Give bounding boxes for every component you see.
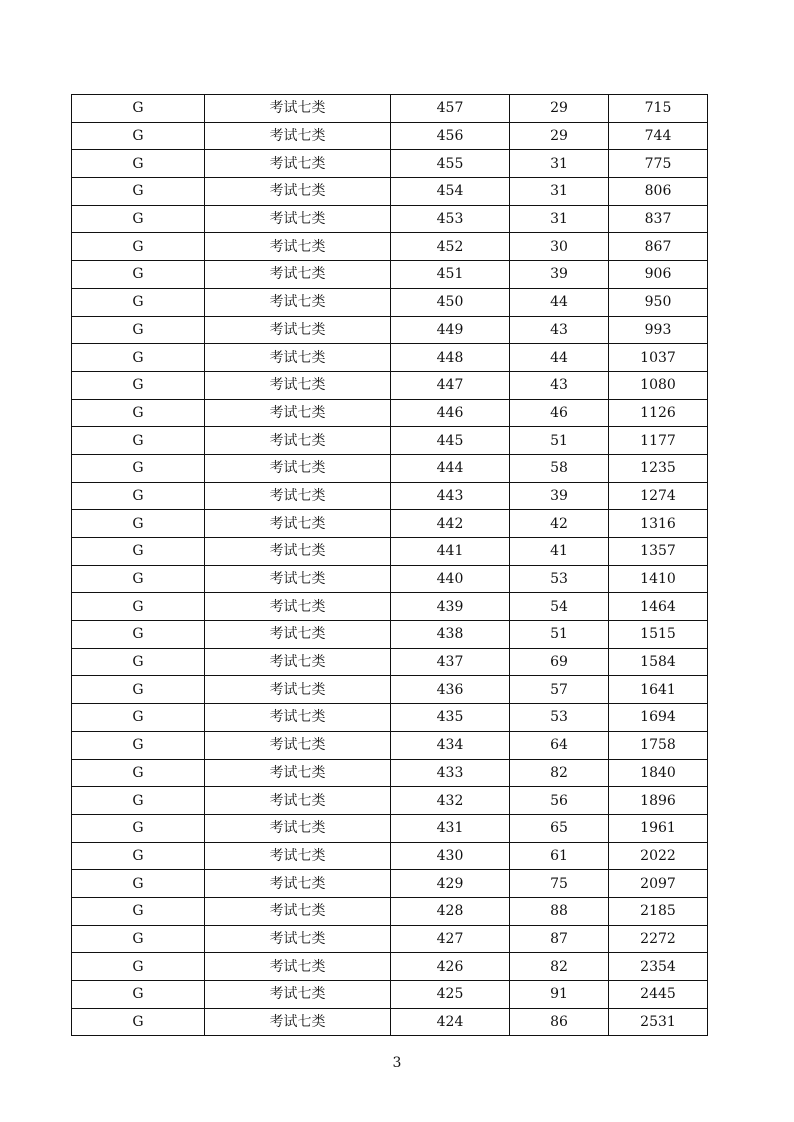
score-cell: 455 [391, 150, 510, 178]
category-cell: G [72, 759, 205, 787]
score-cell: 425 [391, 981, 510, 1009]
exam-type-cell: 考试七类 [205, 399, 391, 427]
cumulative-count-cell: 2272 [609, 925, 708, 953]
count-cell: 43 [510, 316, 609, 344]
count-cell: 31 [510, 150, 609, 178]
table-row [72, 759, 708, 787]
table-row [72, 316, 708, 344]
cumulative-count-cell: 1274 [609, 482, 708, 510]
exam-type-cell: 考试七类 [205, 344, 391, 372]
cumulative-count-cell: 1464 [609, 593, 708, 621]
table-row [72, 621, 708, 649]
score-cell: 438 [391, 621, 510, 649]
table-row [72, 538, 708, 566]
score-cell: 446 [391, 399, 510, 427]
count-cell: 64 [510, 731, 609, 759]
cumulative-count-cell: 837 [609, 205, 708, 233]
category-cell: G [72, 205, 205, 233]
table-row [72, 676, 708, 704]
cumulative-count-cell: 2185 [609, 897, 708, 925]
cumulative-count-cell: 806 [609, 178, 708, 206]
score-cell: 424 [391, 1008, 510, 1036]
exam-type-cell: 考试七类 [205, 787, 391, 815]
cumulative-count-cell: 2531 [609, 1008, 708, 1036]
exam-type-cell: 考试七类 [205, 178, 391, 206]
table-row [72, 787, 708, 815]
count-cell: 30 [510, 233, 609, 261]
table-row [72, 731, 708, 759]
count-cell: 51 [510, 621, 609, 649]
exam-type-cell: 考试七类 [205, 150, 391, 178]
count-cell: 65 [510, 814, 609, 842]
exam-type-cell: 考试七类 [205, 261, 391, 289]
score-cell: 450 [391, 288, 510, 316]
category-cell: G [72, 731, 205, 759]
table-row [72, 122, 708, 150]
score-distribution-table [71, 94, 708, 1036]
cumulative-count-cell: 744 [609, 122, 708, 150]
exam-type-cell: 考试七类 [205, 454, 391, 482]
category-cell: G [72, 122, 205, 150]
exam-type-cell: 考试七类 [205, 953, 391, 981]
exam-type-cell: 考试七类 [205, 925, 391, 953]
exam-type-cell: 考试七类 [205, 427, 391, 455]
cumulative-count-cell: 1410 [609, 565, 708, 593]
count-cell: 86 [510, 1008, 609, 1036]
category-cell: G [72, 371, 205, 399]
count-cell: 31 [510, 178, 609, 206]
count-cell: 87 [510, 925, 609, 953]
exam-type-cell: 考试七类 [205, 371, 391, 399]
exam-type-cell: 考试七类 [205, 842, 391, 870]
page-number: 3 [392, 1055, 402, 1071]
table-row [72, 704, 708, 732]
count-cell: 88 [510, 897, 609, 925]
count-cell: 58 [510, 454, 609, 482]
exam-type-cell: 考试七类 [205, 648, 391, 676]
category-cell: G [72, 593, 205, 621]
category-cell: G [72, 178, 205, 206]
exam-type-cell: 考试七类 [205, 676, 391, 704]
table-row [72, 565, 708, 593]
cumulative-count-cell: 2022 [609, 842, 708, 870]
count-cell: 46 [510, 399, 609, 427]
score-cell: 427 [391, 925, 510, 953]
count-cell: 69 [510, 648, 609, 676]
score-cell: 449 [391, 316, 510, 344]
category-cell: G [72, 925, 205, 953]
table-row [72, 95, 708, 123]
category-cell: G [72, 897, 205, 925]
table-body [72, 95, 708, 1036]
exam-type-cell: 考试七类 [205, 759, 391, 787]
exam-type-cell: 考试七类 [205, 538, 391, 566]
exam-type-cell: 考试七类 [205, 122, 391, 150]
cumulative-count-cell: 1126 [609, 399, 708, 427]
category-cell: G [72, 399, 205, 427]
count-cell: 43 [510, 371, 609, 399]
category-cell: G [72, 482, 205, 510]
score-cell: 451 [391, 261, 510, 289]
category-cell: G [72, 288, 205, 316]
cumulative-count-cell: 1235 [609, 454, 708, 482]
count-cell: 91 [510, 981, 609, 1009]
category-cell: G [72, 510, 205, 538]
exam-type-cell: 考试七类 [205, 621, 391, 649]
table-row [72, 233, 708, 261]
category-cell: G [72, 233, 205, 261]
category-cell: G [72, 953, 205, 981]
count-cell: 57 [510, 676, 609, 704]
score-cell: 445 [391, 427, 510, 455]
count-cell: 53 [510, 565, 609, 593]
category-cell: G [72, 787, 205, 815]
count-cell: 42 [510, 510, 609, 538]
exam-type-cell: 考试七类 [205, 731, 391, 759]
count-cell: 61 [510, 842, 609, 870]
count-cell: 44 [510, 344, 609, 372]
score-cell: 453 [391, 205, 510, 233]
category-cell: G [72, 427, 205, 455]
category-cell: G [72, 981, 205, 1009]
category-cell: G [72, 704, 205, 732]
cumulative-count-cell: 1177 [609, 427, 708, 455]
cumulative-count-cell: 715 [609, 95, 708, 123]
exam-type-cell: 考试七类 [205, 510, 391, 538]
score-cell: 447 [391, 371, 510, 399]
exam-type-cell: 考试七类 [205, 288, 391, 316]
exam-type-cell: 考试七类 [205, 482, 391, 510]
count-cell: 82 [510, 759, 609, 787]
table-row [72, 399, 708, 427]
table-row [72, 288, 708, 316]
cumulative-count-cell: 775 [609, 150, 708, 178]
category-cell: G [72, 676, 205, 704]
cumulative-count-cell: 1961 [609, 814, 708, 842]
category-cell: G [72, 316, 205, 344]
score-cell: 443 [391, 482, 510, 510]
table-row [72, 814, 708, 842]
score-cell: 452 [391, 233, 510, 261]
count-cell: 31 [510, 205, 609, 233]
score-cell: 432 [391, 787, 510, 815]
table-row [72, 482, 708, 510]
score-cell: 444 [391, 454, 510, 482]
exam-type-cell: 考试七类 [205, 814, 391, 842]
exam-type-cell: 考试七类 [205, 593, 391, 621]
table-row [72, 371, 708, 399]
category-cell: G [72, 565, 205, 593]
cumulative-count-cell: 993 [609, 316, 708, 344]
category-cell: G [72, 538, 205, 566]
category-cell: G [72, 814, 205, 842]
cumulative-count-cell: 1080 [609, 371, 708, 399]
exam-type-cell: 考试七类 [205, 233, 391, 261]
table-row [72, 261, 708, 289]
category-cell: G [72, 150, 205, 178]
score-cell: 440 [391, 565, 510, 593]
exam-type-cell: 考试七类 [205, 205, 391, 233]
score-cell: 433 [391, 759, 510, 787]
score-cell: 434 [391, 731, 510, 759]
cumulative-count-cell: 2097 [609, 870, 708, 898]
category-cell: G [72, 1008, 205, 1036]
category-cell: G [72, 870, 205, 898]
count-cell: 54 [510, 593, 609, 621]
cumulative-count-cell: 1758 [609, 731, 708, 759]
table-row [72, 344, 708, 372]
category-cell: G [72, 344, 205, 372]
exam-type-cell: 考试七类 [205, 316, 391, 344]
score-cell: 454 [391, 178, 510, 206]
count-cell: 29 [510, 122, 609, 150]
cumulative-count-cell: 867 [609, 233, 708, 261]
count-cell: 56 [510, 787, 609, 815]
table-row [72, 981, 708, 1009]
exam-type-cell: 考试七类 [205, 704, 391, 732]
category-cell: G [72, 648, 205, 676]
cumulative-count-cell: 2354 [609, 953, 708, 981]
cumulative-count-cell: 1515 [609, 621, 708, 649]
category-cell: G [72, 842, 205, 870]
score-cell: 437 [391, 648, 510, 676]
score-cell: 439 [391, 593, 510, 621]
score-cell: 457 [391, 95, 510, 123]
count-cell: 29 [510, 95, 609, 123]
cumulative-count-cell: 1584 [609, 648, 708, 676]
table-row [72, 842, 708, 870]
table-row [72, 897, 708, 925]
category-cell: G [72, 261, 205, 289]
category-cell: G [72, 95, 205, 123]
table-row [72, 593, 708, 621]
cumulative-count-cell: 906 [609, 261, 708, 289]
score-cell: 426 [391, 953, 510, 981]
cumulative-count-cell: 1840 [609, 759, 708, 787]
count-cell: 82 [510, 953, 609, 981]
score-cell: 429 [391, 870, 510, 898]
table-row [72, 510, 708, 538]
table-row [72, 178, 708, 206]
count-cell: 44 [510, 288, 609, 316]
count-cell: 53 [510, 704, 609, 732]
table-row [72, 1008, 708, 1036]
table-row [72, 870, 708, 898]
exam-type-cell: 考试七类 [205, 1008, 391, 1036]
table-row [72, 205, 708, 233]
category-cell: G [72, 454, 205, 482]
exam-type-cell: 考试七类 [205, 897, 391, 925]
score-cell: 448 [391, 344, 510, 372]
table-row [72, 427, 708, 455]
cumulative-count-cell: 2445 [609, 981, 708, 1009]
exam-type-cell: 考试七类 [205, 870, 391, 898]
score-cell: 430 [391, 842, 510, 870]
count-cell: 75 [510, 870, 609, 898]
table-row [72, 150, 708, 178]
cumulative-count-cell: 1357 [609, 538, 708, 566]
cumulative-count-cell: 1641 [609, 676, 708, 704]
cumulative-count-cell: 1694 [609, 704, 708, 732]
table-row [72, 454, 708, 482]
count-cell: 39 [510, 482, 609, 510]
exam-type-cell: 考试七类 [205, 95, 391, 123]
count-cell: 39 [510, 261, 609, 289]
table-row [72, 648, 708, 676]
table-row [72, 925, 708, 953]
score-cell: 456 [391, 122, 510, 150]
exam-type-cell: 考试七类 [205, 981, 391, 1009]
score-cell: 442 [391, 510, 510, 538]
count-cell: 41 [510, 538, 609, 566]
cumulative-count-cell: 1037 [609, 344, 708, 372]
score-cell: 431 [391, 814, 510, 842]
score-cell: 435 [391, 704, 510, 732]
cumulative-count-cell: 950 [609, 288, 708, 316]
score-cell: 441 [391, 538, 510, 566]
score-cell: 436 [391, 676, 510, 704]
cumulative-count-cell: 1316 [609, 510, 708, 538]
score-cell: 428 [391, 897, 510, 925]
count-cell: 51 [510, 427, 609, 455]
exam-type-cell: 考试七类 [205, 565, 391, 593]
cumulative-count-cell: 1896 [609, 787, 708, 815]
category-cell: G [72, 621, 205, 649]
table-row [72, 953, 708, 981]
